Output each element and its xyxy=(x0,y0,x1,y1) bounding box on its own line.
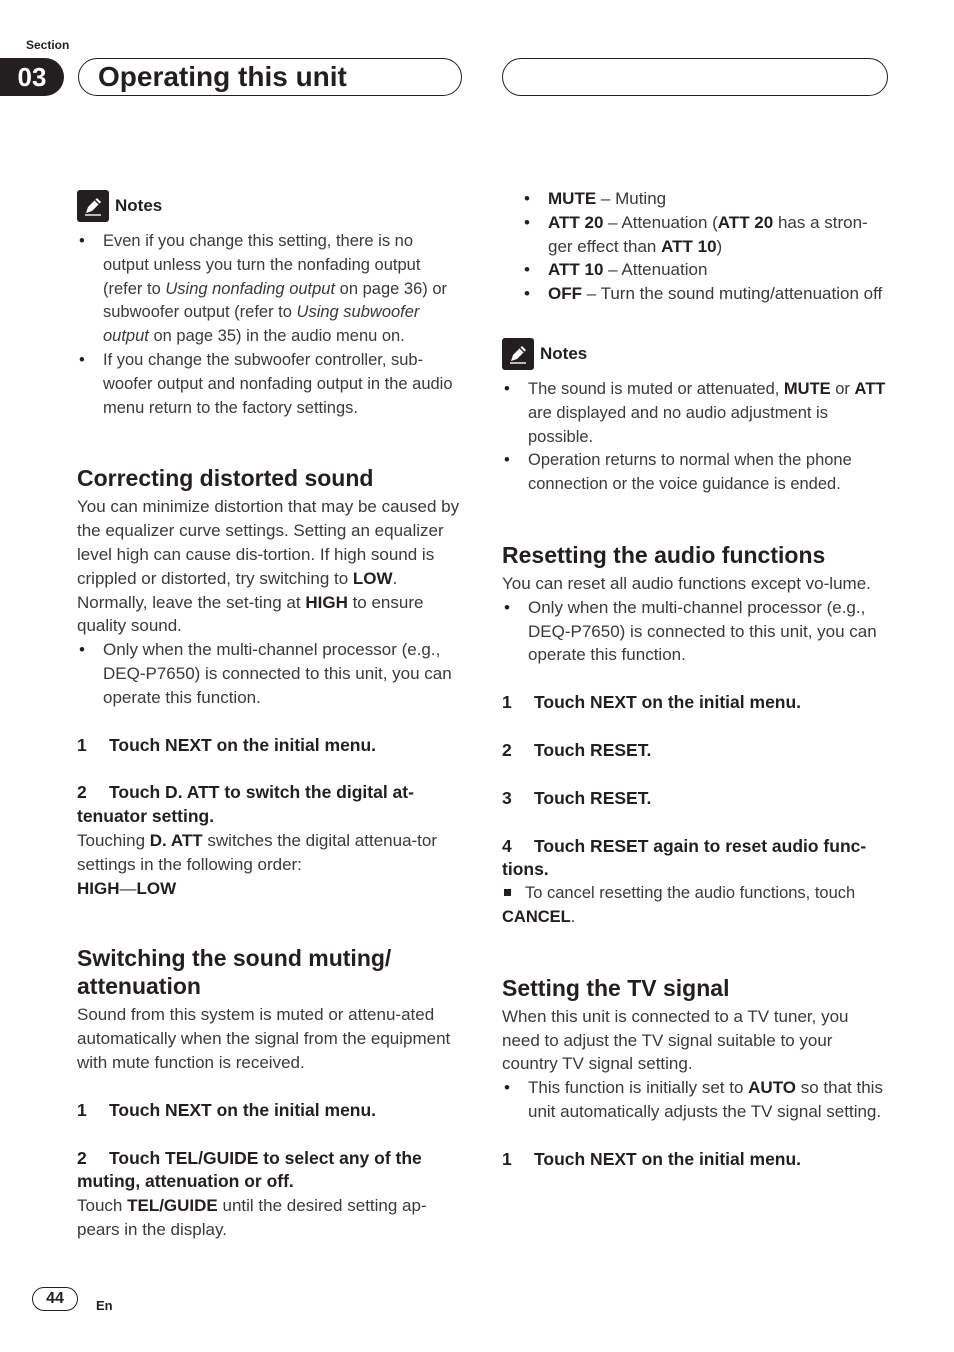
step-number: 2 xyxy=(77,782,87,803)
paragraph: Touching D. ATT switches the digital attenua-tor settings in the following order: xyxy=(77,830,438,874)
step-number: 2 xyxy=(77,1147,87,1168)
notes-label: Notes xyxy=(115,196,163,216)
page-number: 44 xyxy=(32,1287,78,1311)
step xyxy=(77,734,463,758)
step-text: Touch RESET again to reset audio func-tions. xyxy=(502,835,867,880)
step xyxy=(502,835,888,883)
option-item: • OFF – Turn the sound muting/attenuation off xyxy=(522,282,888,306)
step xyxy=(77,1147,463,1195)
step-number: 2 xyxy=(502,739,512,760)
section-number-badge: 03 xyxy=(0,58,64,96)
note-item: • If you change the subwoofer controller, sub-woofer output and nonfading output in the audio menu return to the factory settings. xyxy=(77,349,463,420)
section-heading: Correcting distorted sound xyxy=(77,465,374,492)
page-title: Operating this unit xyxy=(98,61,347,92)
setting-order: HIGH—LOW xyxy=(77,878,177,898)
bullet-list xyxy=(77,638,463,709)
note-item: • The sound is muted or attenuated, MUTE or ATT are displayed and no audio adjustment is possible. xyxy=(502,378,888,449)
step-text: Touch RESET. xyxy=(534,739,652,760)
step-number: 4 xyxy=(502,835,512,856)
step-number: 1 xyxy=(502,692,512,713)
step-number: 3 xyxy=(502,787,512,808)
paragraph: Sound from this system is muted or attenu-ated automatically when the signal from the equipment with mute function is received. xyxy=(77,1005,451,1072)
note-item: • Even if you change this setting, there is no output unless you turn the nonfading output (refer to Using nonfading output on page 36) or subwoofer output (refer to Using subwoofer output on page 35) in the audio menu on. xyxy=(77,230,463,349)
section-heading: Switching the sound muting/ attenuation xyxy=(77,945,392,1000)
paragraph: You can reset all audio functions except vo-lume. xyxy=(502,573,871,593)
left-column xyxy=(77,190,463,1242)
section-heading: Resetting the audio functions xyxy=(502,541,826,568)
note-item: • Operation returns to normal when the phone connection or the voice guidance is ended. xyxy=(502,449,888,497)
step-text: Touch NEXT on the initial menu. xyxy=(109,734,377,755)
notes-list xyxy=(502,378,888,497)
header-empty-frame xyxy=(502,58,888,96)
language-label: En xyxy=(96,1298,113,1313)
list-item: • This function is initially set to AUTO so that this unit automatically adjusts the TV signal setting. xyxy=(502,1076,888,1124)
option-item: • MUTE – Muting xyxy=(522,187,888,211)
step xyxy=(502,1148,888,1172)
pencil-icon xyxy=(502,338,534,370)
paragraph: You can minimize distortion that may be caused by the equalizer curve settings. Setting an equalizer level high can cause dis-tortion. If high sound is crippled or distorted, try switching to LOW. Normally, leave the set-ting at HIGH to ensure quality sound. xyxy=(77,497,460,636)
option-item: • ATT 10 – Attenuation xyxy=(522,258,888,282)
bullet-list xyxy=(502,596,888,667)
cancel-note-text: To cancel resetting the audio functions, touch CANCEL. xyxy=(502,884,856,926)
step xyxy=(502,739,888,763)
bullet-list xyxy=(502,1076,888,1124)
step-text: Touch TEL/GUIDE to select any of the muting, attenuation or off. xyxy=(77,1147,422,1192)
step xyxy=(502,787,888,811)
section-label: Section xyxy=(26,38,70,52)
option-list xyxy=(502,187,888,306)
step-number: 1 xyxy=(77,734,87,755)
step-text: Touch D. ATT to switch the digital at-tenuator setting. xyxy=(77,782,414,827)
notes-list xyxy=(77,230,463,420)
step-number: 1 xyxy=(502,1148,512,1169)
list-item: • Only when the multi-channel processor (e.g., DEQ-P7650) is connected to this unit, you can operate this function. xyxy=(502,596,888,667)
paragraph: When this unit is connected to a TV tuner, you need to adjust the TV signal suitable to your country TV signal setting. xyxy=(502,1006,849,1074)
step xyxy=(77,1099,463,1123)
step-text: Touch NEXT on the initial menu. xyxy=(534,692,802,713)
notes-heading xyxy=(502,338,888,370)
notes-heading xyxy=(77,190,463,222)
square-bullet-icon xyxy=(504,889,511,896)
step-text: Touch NEXT on the initial menu. xyxy=(534,1148,802,1169)
paragraph: Touch TEL/GUIDE until the desired setting ap-pears in the display. xyxy=(77,1196,427,1239)
step-text: Touch RESET. xyxy=(534,787,652,808)
notes-label: Notes xyxy=(540,344,588,364)
step-number: 1 xyxy=(77,1099,87,1120)
list-item: • Only when the multi-channel processor (e.g., DEQ-P7650) is connected to this unit, you can operate this function. xyxy=(77,638,463,709)
section-heading: Setting the TV signal xyxy=(502,974,730,1001)
pencil-icon xyxy=(77,190,109,222)
right-column xyxy=(502,187,888,1172)
step xyxy=(77,781,463,829)
cancel-note xyxy=(502,882,888,930)
step-text: Touch NEXT on the initial menu. xyxy=(109,1099,377,1120)
option-item: • ATT 20 – Attenuation (ATT 20 has a stron-ger effect than ATT 10) xyxy=(522,211,888,259)
step xyxy=(502,691,888,715)
